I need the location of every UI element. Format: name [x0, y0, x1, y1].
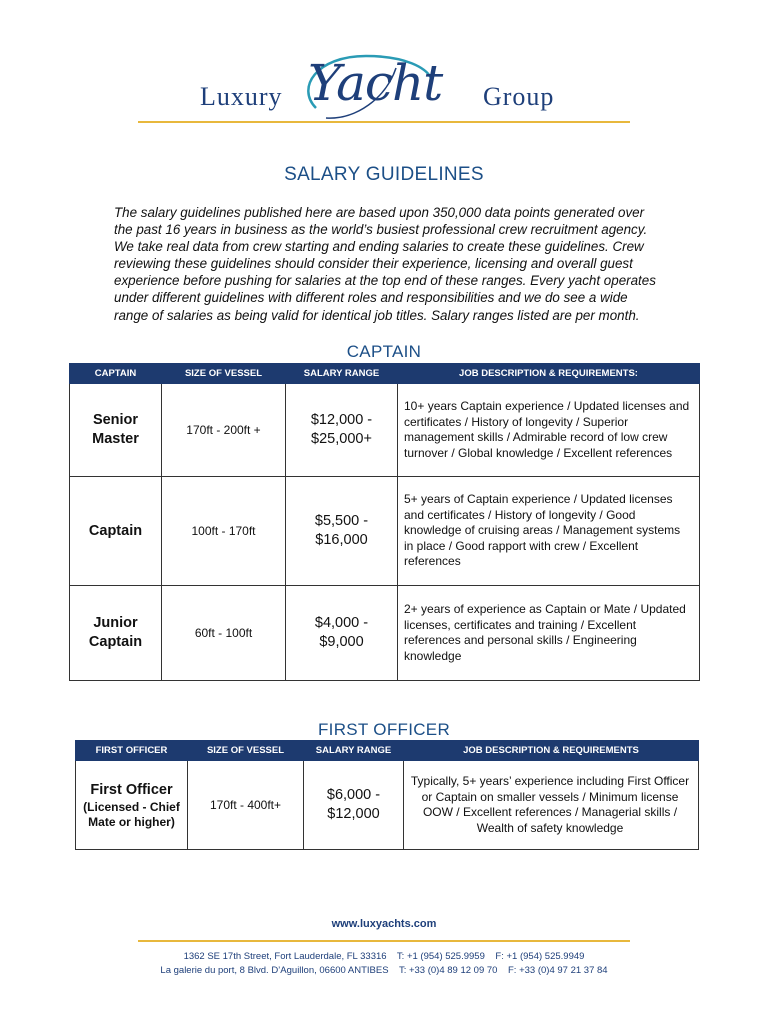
table-header-row: [70, 364, 700, 384]
role-license-note: (Licensed - Chief Mate or higher): [83, 799, 180, 829]
table-row: [70, 586, 700, 681]
footer-divider: [138, 940, 630, 942]
column-header: SALARY RANGE: [304, 741, 404, 761]
salary-range-cell: $4,000 - $9,000: [286, 586, 398, 681]
role-cell: [76, 761, 188, 850]
job-description-cell: 2+ years of experience as Captain or Mate / Updated licenses, certificates and training / Excellent references and personal skills / Engineering knowledge: [398, 586, 700, 681]
column-header: CAPTAIN: [70, 364, 162, 384]
salary-range-cell: $6,000 - $12,000: [304, 761, 404, 850]
logo-word-yacht: Yacht: [308, 54, 443, 112]
role-cell: Captain: [70, 477, 162, 586]
table-header-row: [76, 741, 699, 761]
column-header: FIRST OFFICER: [76, 741, 188, 761]
vessel-size-cell: 100ft - 170ft: [162, 477, 286, 586]
captain-salary-table: [69, 363, 700, 681]
job-description-cell: 5+ years of Captain experience / Updated licenses and certificates / History of longevity / Good knowledge of cruising areas / Management systems in place / Good rapport with crew / Excellent references: [398, 477, 700, 586]
company-logo: [138, 48, 630, 124]
intro-paragraph: The salary guidelines published here are based upon 350,000 data points generated over the past 16 years in business as the world’s busiest professional crew recruitment agency. We take real data from crew starting and ending salaries to create these guidelines. Crew reviewing these guidelines should consider their experience, licensing and overall guest experience before pushing for salaries at the top end of these ranges. Every yacht operates under different guidelines with different roles and responsibilities and we do see a wide range of salaries as being valid for identical job titles. Salary ranges listed are per month.: [114, 205, 656, 323]
table-row: [76, 761, 699, 850]
address-antibes: La galerie du port, 8 Blvd. D’Aguillon, 06600 ANTIBES T: +33 (0)4 89 12 09 70 F: +33 (0)4 97 21 37 84: [160, 965, 608, 976]
captain-section-heading: CAPTAIN: [346, 342, 422, 361]
table-row: [70, 477, 700, 586]
page-title: SALARY GUIDELINES: [284, 164, 484, 185]
first-officer-salary-table: [75, 740, 699, 850]
role-title: First Officer: [90, 781, 173, 798]
column-header: SALARY RANGE: [286, 364, 398, 384]
job-description-cell: 10+ years Captain experience / Updated licenses and certificates / History of longevity / Superior management skills / Admirable record of low crew turnover / Global knowledge / Excellent references: [398, 384, 700, 477]
column-header: SIZE OF VESSEL: [188, 741, 304, 761]
vessel-size-cell: 170ft - 400ft+: [188, 761, 304, 850]
address-fort-lauderdale: 1362 SE 17th Street, Fort Lauderdale, FL 33316 T: +1 (954) 525.9959 F: +1 (954) 525.9949: [183, 951, 585, 962]
logo-word-luxury: Luxury: [200, 82, 283, 111]
job-description-cell: Typically, 5+ years’ experience including First Officer or Captain on smaller vessels / Minimum license OOW / Excellent references / Managerial skills / Wealth of safety knowledge: [404, 761, 699, 850]
salary-range-cell: $12,000 - $25,000+: [286, 384, 398, 477]
column-header: JOB DESCRIPTION & REQUIREMENTS:: [398, 364, 700, 384]
vessel-size-cell: 170ft - 200ft +: [162, 384, 286, 477]
column-header: JOB DESCRIPTION & REQUIREMENTS: [404, 741, 699, 761]
website-link[interactable]: www.luxyachts.com: [331, 918, 437, 930]
column-header: SIZE OF VESSEL: [162, 364, 286, 384]
role-cell: Junior Captain: [70, 586, 162, 681]
table-row: [70, 384, 700, 477]
role-cell: Senior Master: [70, 384, 162, 477]
header-divider: [138, 121, 630, 123]
vessel-size-cell: 60ft - 100ft: [162, 586, 286, 681]
first-officer-section-heading: FIRST OFFICER: [317, 720, 451, 739]
logo-word-group: Group: [483, 82, 555, 111]
salary-range-cell: $5,500 - $16,000: [286, 477, 398, 586]
